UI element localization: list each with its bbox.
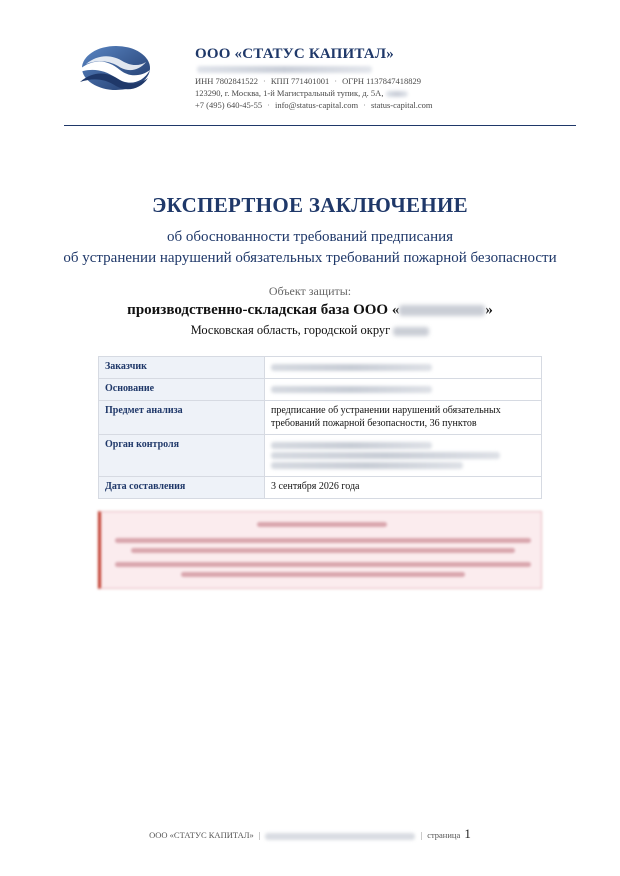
info-table-value: предписание об устранении нарушений обязательных требований пожарной безопасности, 36 пунктов bbox=[265, 401, 542, 435]
redacted-text bbox=[265, 833, 415, 840]
info-table-value bbox=[265, 435, 542, 477]
object-region: Московская область, городской округ bbox=[0, 323, 620, 338]
redacted-text bbox=[197, 66, 372, 73]
redacted-text bbox=[181, 572, 465, 577]
redacted-text bbox=[115, 562, 531, 567]
info-table-value bbox=[265, 357, 542, 379]
info-table bbox=[98, 356, 542, 499]
company-address: 123290, г. Москва, 1-й Магистральный тупик, д. 5А, bbox=[195, 88, 384, 98]
redacted-text bbox=[271, 462, 463, 469]
company-registration: ИНН 7802841522 · КПП 771401001 · ОГРН 1137847418829 bbox=[195, 76, 422, 86]
page-footer: ООО «СТАТУС КАПИТАЛ» | | страница 1 bbox=[149, 826, 471, 841]
redacted-text bbox=[271, 442, 432, 449]
redacted-text bbox=[115, 538, 531, 543]
info-table-label: Основание bbox=[99, 379, 265, 401]
info-table-value bbox=[265, 379, 542, 401]
kpp-number: КПП 771401001 bbox=[270, 76, 330, 86]
document-subtitle-line-2: об устранении нарушений обязательных требований пожарной безопасности bbox=[63, 250, 557, 266]
footer-company: ООО «СТАТУС КАПИТАЛ» bbox=[149, 830, 254, 840]
redacted-text bbox=[386, 91, 408, 97]
object-name: производственно-складская база ООО « » bbox=[127, 302, 493, 318]
redacted-text bbox=[271, 364, 432, 371]
redacted-text bbox=[271, 452, 500, 459]
object-label: Объект защиты: bbox=[268, 284, 352, 298]
company-phone: +7 (495) 640-45-55 bbox=[195, 100, 263, 110]
info-table-label: Заказчик bbox=[99, 357, 265, 379]
info-table-row bbox=[99, 379, 542, 401]
info-table-value: 3 сентября 2026 года bbox=[265, 477, 542, 499]
redacted-text bbox=[393, 327, 429, 336]
info-table-row bbox=[99, 401, 542, 435]
redacted-text bbox=[399, 305, 485, 316]
redacted-text bbox=[271, 386, 432, 393]
inn-number: ИНН 7802841522 bbox=[195, 76, 259, 86]
info-table-label: Орган контроля bbox=[99, 435, 265, 477]
page-number: 1 bbox=[464, 826, 471, 841]
info-table-row bbox=[99, 357, 542, 379]
company-contacts: +7 (495) 640-45-55 · info@status-capital.com · status-capital.com bbox=[195, 100, 433, 110]
ogrn-number: ОГРН 1137847418829 bbox=[342, 76, 422, 86]
company-website: status-capital.com bbox=[370, 100, 433, 110]
warning-box bbox=[98, 511, 542, 589]
info-table-label: Предмет анализа bbox=[99, 401, 265, 435]
header-divider bbox=[64, 125, 576, 126]
company-name: ООО «СТАТУС КАПИТАЛ» bbox=[195, 46, 394, 62]
company-email: info@status-capital.com bbox=[274, 100, 359, 110]
info-table-row bbox=[99, 435, 542, 477]
redacted-text bbox=[131, 548, 515, 553]
company-logo bbox=[72, 44, 152, 96]
info-table-row bbox=[99, 477, 542, 499]
info-table-label: Дата составления bbox=[99, 477, 265, 499]
redacted-text bbox=[257, 522, 387, 527]
document-title: ЭКСПЕРТНОЕ ЗАКЛЮЧЕНИЕ bbox=[152, 193, 468, 217]
company-address-line bbox=[195, 88, 408, 98]
document-subtitle-line-1: об обоснованности требований предписания bbox=[166, 229, 454, 245]
footer-page-label: страница bbox=[427, 830, 461, 840]
